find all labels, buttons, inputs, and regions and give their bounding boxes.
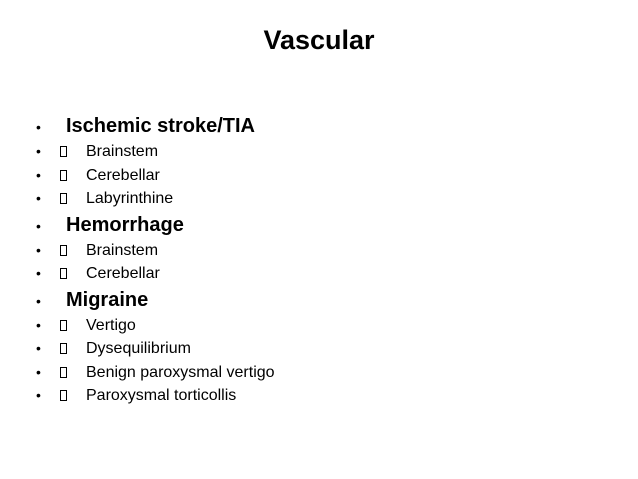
list-item [36, 140, 596, 164]
section-heading-hemorrhage [36, 211, 596, 239]
bullet-marker: • [36, 166, 41, 183]
list-item [36, 262, 596, 286]
missing-glyph-box-icon [60, 193, 67, 204]
missing-glyph-box-icon [60, 390, 67, 401]
bullet-marker: • [36, 363, 41, 380]
bullet-marker: • [36, 217, 41, 234]
bullet-marker: • [36, 265, 41, 281]
missing-glyph-box-icon [60, 268, 67, 279]
list-item [36, 384, 596, 408]
bullet-marker: • [36, 387, 41, 403]
missing-glyph-box-icon [60, 367, 67, 378]
missing-glyph-box-icon [60, 320, 67, 331]
missing-glyph-box-icon [60, 146, 67, 157]
list-item-text: Labyrinthine [86, 190, 174, 207]
bullet-marker: • [36, 143, 41, 159]
list-item [36, 239, 596, 263]
list-item-text: Paroxysmal torticollis [86, 387, 237, 404]
missing-glyph-box-icon [60, 343, 67, 354]
bullet-marker: • [36, 241, 41, 258]
bullet-marker: • [36, 292, 41, 309]
list-item [36, 314, 596, 338]
missing-glyph-box-icon [60, 245, 67, 256]
list-item-text: Brainstem [86, 143, 159, 160]
bullet-list [36, 112, 596, 408]
slide-title: Vascular [263, 25, 375, 55]
section-heading-text: Hemorrhage [66, 213, 184, 236]
section-heading-migraine [36, 286, 596, 314]
section-heading-text: Migraine [66, 288, 149, 311]
list-item-text: Dysequilibrium [86, 340, 191, 357]
list-item [36, 361, 596, 385]
section-heading-ischemic-stroke [36, 112, 596, 140]
list-item [36, 164, 596, 188]
list-item-text: Cerebellar [86, 265, 160, 282]
bullet-marker: • [36, 190, 41, 206]
list-item-text: Vertigo [86, 316, 136, 334]
missing-glyph-box-icon [60, 170, 67, 181]
list-item-text: Benign paroxysmal vertigo [86, 363, 275, 381]
section-heading-text: Ischemic stroke/TIA [66, 115, 255, 137]
list-item-text: Brainstem [86, 241, 159, 259]
list-item-text: Cerebellar [86, 166, 160, 184]
bullet-marker: • [36, 316, 41, 333]
bullet-marker: • [36, 340, 41, 356]
list-item [36, 337, 596, 361]
list-item [36, 187, 596, 211]
bullet-marker: • [36, 119, 41, 135]
